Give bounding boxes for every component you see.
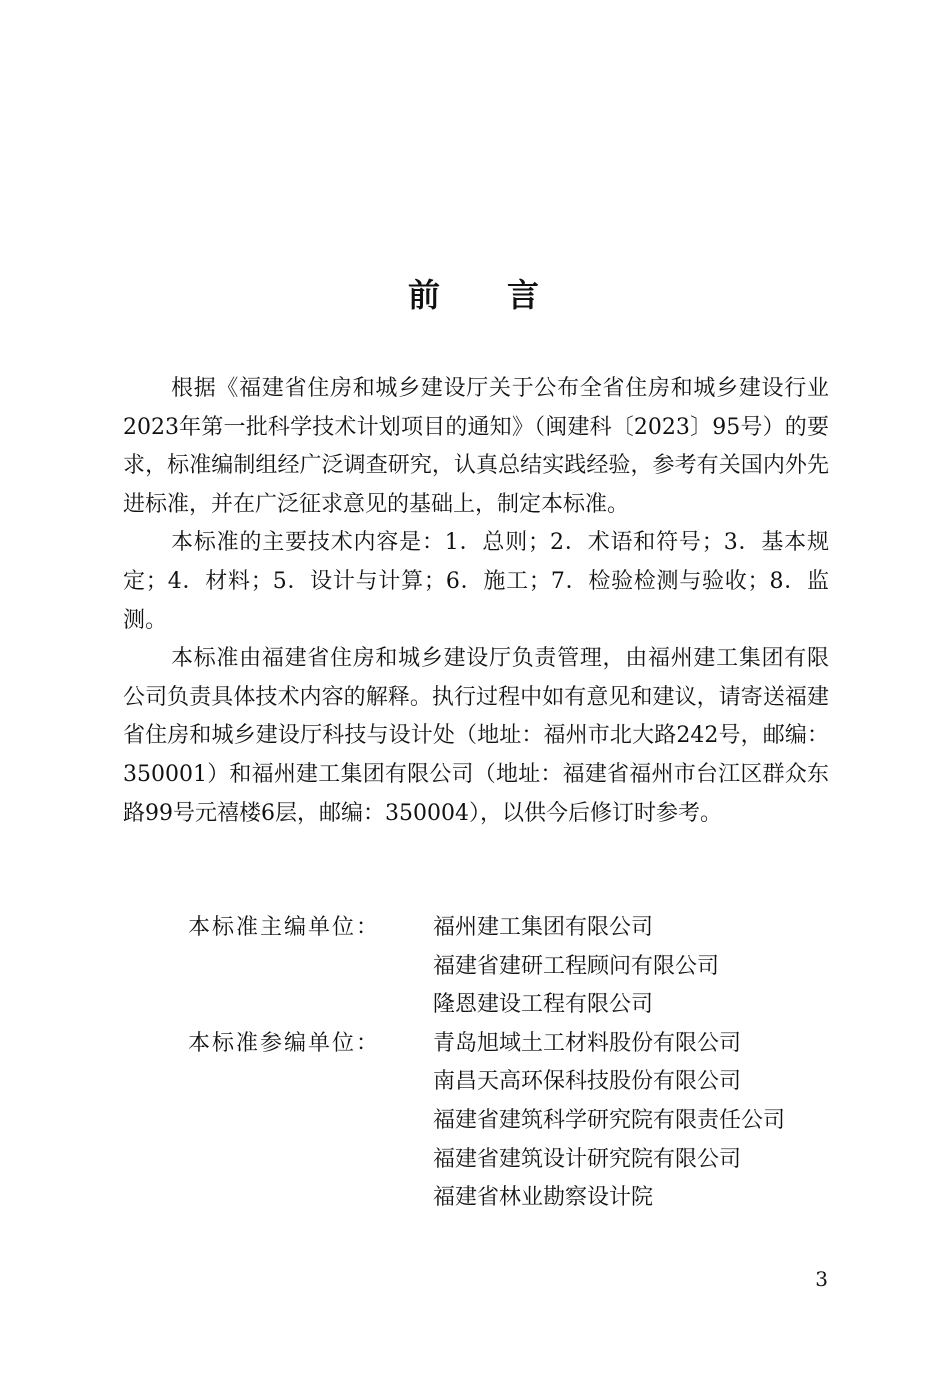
unit-section — [188, 909, 838, 1218]
participating-units-label: 本标准参编单位： — [188, 1030, 381, 1056]
chief-unit-item: 福州建工集团有限公司 — [433, 915, 654, 940]
participating-units-row — [188, 1025, 838, 1218]
chief-unit-item: 福建省建研工程顾问有限公司 — [433, 953, 720, 979]
paragraph-background: 根据《福建省住房和城乡建设厅关于公布全省住房和城乡建设行业2023年第一批科学技术计划项目的通知》（闽建科〔2023〕95号）的要求，标准编制组经广泛调查研究，认真总结实践经验，参考有关国内外先进标准，并在广泛征求意见的基础上，制定本标准。 — [123, 376, 829, 517]
participating-units-list — [433, 1025, 838, 1218]
participating-unit-item: 福建省建筑设计研究院有限公司 — [433, 1146, 742, 1172]
title-char-2: 言 — [507, 276, 543, 314]
chief-unit-item: 隆恩建设工程有限公司 — [433, 992, 654, 1018]
chief-units-list — [433, 909, 838, 1025]
paragraph-contents: 本标准的主要技术内容是：1．总则；2．术语和符号；3．基本规定；4．材料；5．设计与计算；6．施工；7．检验检测与验收；8．监测。 — [123, 530, 829, 633]
page-number: 3 — [815, 1267, 828, 1291]
participating-unit-item: 南昌天高环保科技股份有限公司 — [433, 1069, 742, 1095]
chief-units-row — [188, 909, 838, 1025]
title-char-1: 前 — [407, 276, 443, 314]
participating-unit-item: 福建省林业勘察设计院 — [433, 1185, 654, 1211]
participating-unit-item: 福建省建筑科学研究院有限责任公司 — [433, 1107, 786, 1133]
chief-units-label: 本标准主编单位： — [188, 915, 381, 940]
paragraph-management: 本标准由福建省住房和城乡建设厅负责管理，由福州建工集团有限公司负责具体技术内容的解释。执行过程中如有意见和建议，请寄送福建省住房和城乡建设厅科技与设计处（地址：福州市北大路242号，邮编：350001）和福州建工集团有限公司（地址：福建省福州市台江区群众东路99号元禧楼6层，邮编：350004），以供今后修订时参考。 — [123, 646, 829, 826]
preface-body — [123, 370, 829, 833]
page-title — [0, 270, 950, 316]
participating-unit-item: 青岛旭域土工材料股份有限公司 — [433, 1030, 742, 1056]
